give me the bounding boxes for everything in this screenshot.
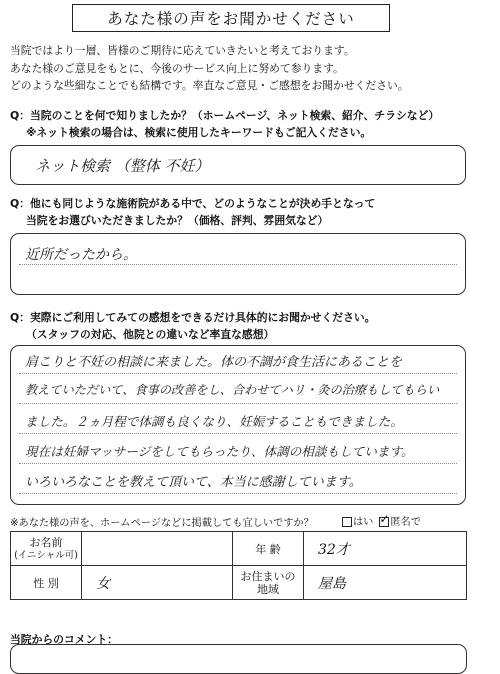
- name-field[interactable]: [82, 532, 233, 566]
- ruled-line: [19, 403, 457, 404]
- question-1-text: Q：当院のことを何で知りましたか？（ホームページ、ネット検索、紹介、チラシなど）: [10, 109, 440, 122]
- respondent-info-table: [10, 531, 467, 600]
- name-label-cell: [11, 532, 82, 566]
- gender-field[interactable]: 女: [82, 566, 233, 600]
- residence-label-cell: [233, 566, 304, 600]
- checkmark-icon: ✓: [379, 512, 390, 526]
- table-row: [11, 566, 467, 600]
- answer-3-line: いろいろなことを教えて頂いて、本当に感謝しています。: [25, 475, 362, 490]
- intro-line: 当院ではより一層、皆様のご期待に応えていきたいと考えております。: [10, 44, 355, 57]
- option-yes-label: はい: [353, 517, 374, 528]
- ruled-line: [19, 264, 457, 265]
- ruled-line: [19, 373, 457, 374]
- option-yes[interactable]: [342, 513, 373, 528]
- checkbox-yes[interactable]: [342, 517, 352, 527]
- question-3-text: Q：実際にご利用してみての感想をできるだけ具体的にお聞かせください。: [10, 311, 376, 324]
- intro-text: [10, 42, 409, 95]
- answer-3-line: ました。２ヵ月程で体調も良くなり、妊娠することもできました。: [25, 414, 403, 429]
- question-1: [10, 107, 439, 141]
- residence-label-2: 地域: [257, 582, 279, 596]
- question-2: [10, 195, 375, 229]
- age-field[interactable]: 32才: [304, 532, 467, 566]
- option-anonymous[interactable]: [379, 513, 421, 528]
- publish-consent-question: ※あなた様の声を、ホームページなどに掲載しても宜しいですか？: [10, 518, 314, 529]
- answer-3-line: 現在は妊婦マッサージをしてもらったり、体調の相談もしています。: [25, 444, 414, 459]
- checkbox-anonymous[interactable]: [379, 512, 390, 527]
- ruled-line: [19, 493, 457, 494]
- residence-field[interactable]: 屋島: [304, 566, 467, 600]
- page-title: あなた様の声をお聞かせください: [72, 4, 390, 32]
- clinic-comment-box: [10, 644, 467, 674]
- publish-consent-options: [342, 513, 421, 528]
- answer-2-box[interactable]: [10, 233, 466, 295]
- answer-3-line: 教えていただいて、食事の改善をし、合わせてハリ・灸の治療もしてもらい: [25, 383, 440, 397]
- intro-line: あなた様のご意見をもとに、今後のサービス向上に努めて参ります。: [10, 61, 344, 75]
- answer-3-box[interactable]: [10, 345, 466, 505]
- gender-label: 性 別: [11, 566, 82, 600]
- question-3: [10, 309, 375, 343]
- residence-label: お住まいの: [240, 569, 296, 583]
- table-row: [11, 532, 467, 566]
- answer-1-box[interactable]: [10, 145, 466, 185]
- age-label: 年 齢: [233, 532, 304, 566]
- name-sublabel: (イニシャル可): [14, 549, 78, 561]
- ruled-line: [19, 463, 457, 464]
- ruled-line: [19, 433, 457, 434]
- intro-line: どのような些細なことでも結構です。率直なご意見・ご感想をお聞かせください。: [10, 79, 409, 92]
- answer-2-text: 近所だったから。: [25, 247, 137, 263]
- question-3-note: （スタッフの対応、他院との違いなど率直な感想）: [26, 328, 275, 341]
- answer-3-line: 肩こりと不妊の相談に来ました。体の不調が食生活にあることを: [25, 355, 403, 370]
- option-anonymous-label: 匿名で: [390, 517, 421, 528]
- question-2-text: Q：他にも同じような施術院がある中で、どのようなことが決め手となって: [10, 197, 376, 210]
- clinic-comment-label: 当院からのコメント：: [10, 633, 118, 646]
- answer-1-text: ネット検索 （整体 不妊）: [35, 157, 210, 175]
- question-1-note: ※ネット検索の場合は、検索に使用したキーワードもご記入ください。: [26, 126, 372, 139]
- question-2-text-cont: 当院をお選びいただきましたか？（価格、評判、雰囲気など）: [26, 214, 329, 227]
- name-label: お名前: [29, 535, 63, 549]
